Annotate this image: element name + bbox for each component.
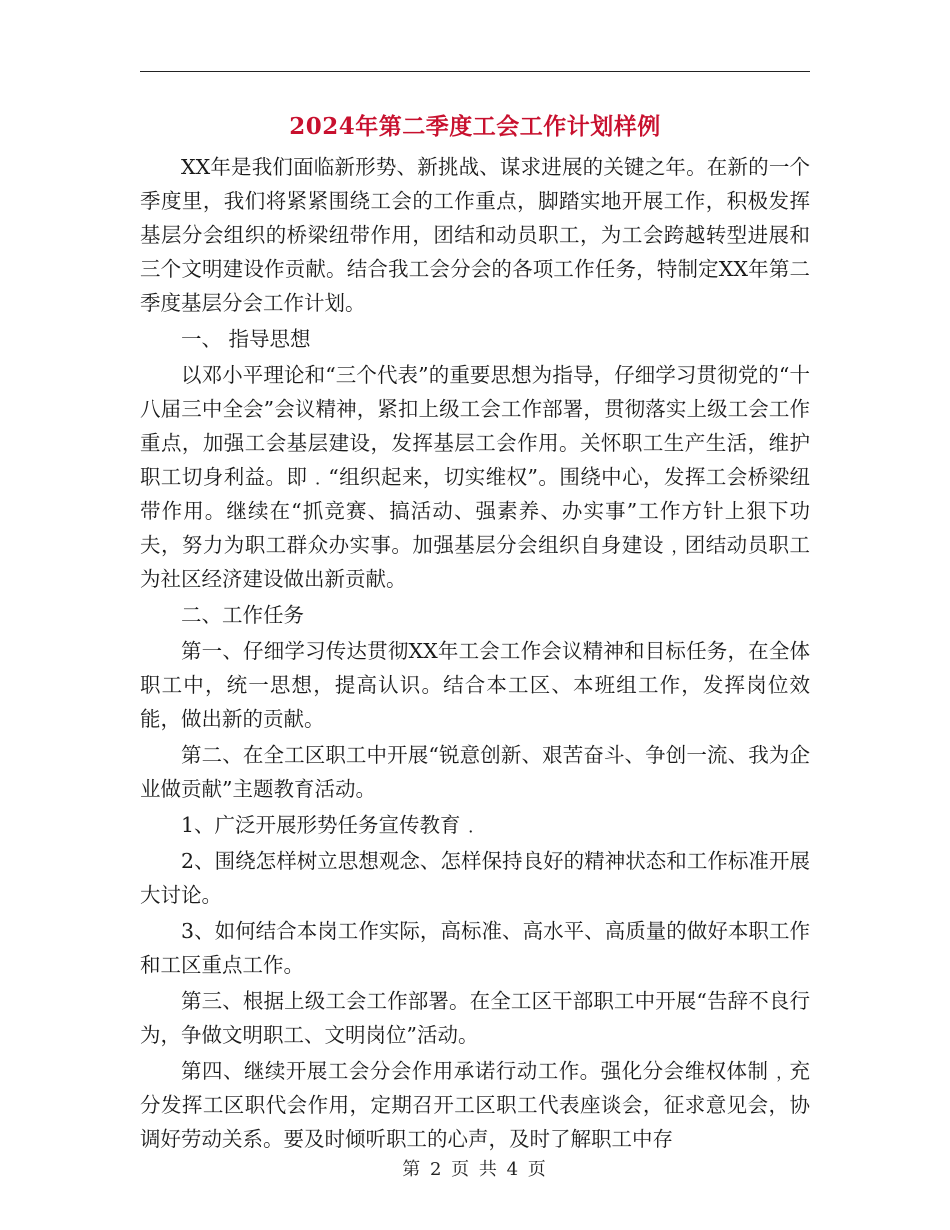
paragraph-task-1: 第一、仔细学习传达贯彻XX年工会工作会议精神和目标任务，在全体职工中，统一思想，提高认识。结合本工区、本班组工作，发挥岗位效能，做出新的贡献。: [140, 639, 810, 731]
document-body: [140, 150, 810, 1156]
page-footer: 第 2 页 共 4 页: [402, 1159, 548, 1180]
paragraph-task-3: 第三、根据上级工会工作部署。在全工区干部职工中开展“告辞不良行为，争做文明职工、文明岗位”活动。: [140, 989, 810, 1047]
document-title: 2024年第二季度工会工作计划样例: [289, 113, 661, 140]
list-item-3: 3、如何结合本岗工作实际，高标准、高水平、高质量的做好本职工作和工区重点工作。: [140, 919, 810, 977]
paragraph-task-2: 第二、在全工区职工中开展“锐意创新、艰苦奋斗、争创一流、我为企业做贡献”主题教育活动。: [140, 743, 810, 801]
list-item-1: 1、广泛开展形势任务宣传教育﹒: [181, 813, 482, 837]
section-heading-guiding-thought: 一、 指导思想: [181, 327, 311, 351]
paragraph-intro: XX年是我们面临新形势、新挑战、谋求进展的关键之年。在新的一个季度里，我们将紧紧围绕工会的工作重点，脚踏实地开展工作，积极发挥基层分会组织的桥梁纽带作用，团结和动员职工，为工会跨越转型进展和三个文明建设作贡献。结合我工会分会的各项工作任务，特制定XX年第二季度基层分会工作计划。: [140, 155, 810, 315]
section-heading-work-tasks: 二、工作任务: [181, 603, 304, 627]
paragraph-task-4: 第四、继续开展工会分会作用承诺行动工作。强化分会维权体制﹐充分发挥工区职代会作用，定期召开工区职工代表座谈会，征求意见会，协调好劳动关系。要及时倾听职工的心声，及时了解职工中存: [140, 1059, 810, 1151]
list-item-2: 2、围绕怎样树立思想观念、怎样保持良好的精神状态和工作标准开展大讨论。: [140, 849, 810, 907]
paragraph-guiding-thought: 以邓小平理论和“三个代表”的重要思想为指导，仔细学习贯彻党的“十八届三中全会”会议精神，紧扣上级工会工作部署，贯彻落实上级工会工作重点，加强工会基层建设，发挥基层工会作用。关怀职工生产生活，维护职工切身利益。即﹒“组织起来，切实维权”。围绕中心，发挥工会桥梁纽带作用。继续在“抓竞赛、搞活动、强素养、办实事”工作方针上狠下功夫，努力为职工群众办实事。加强基层分会组织自身建设﹐团结动员职工为社区经济建设做出新贡献。: [140, 363, 810, 591]
header-rule: [140, 71, 810, 72]
